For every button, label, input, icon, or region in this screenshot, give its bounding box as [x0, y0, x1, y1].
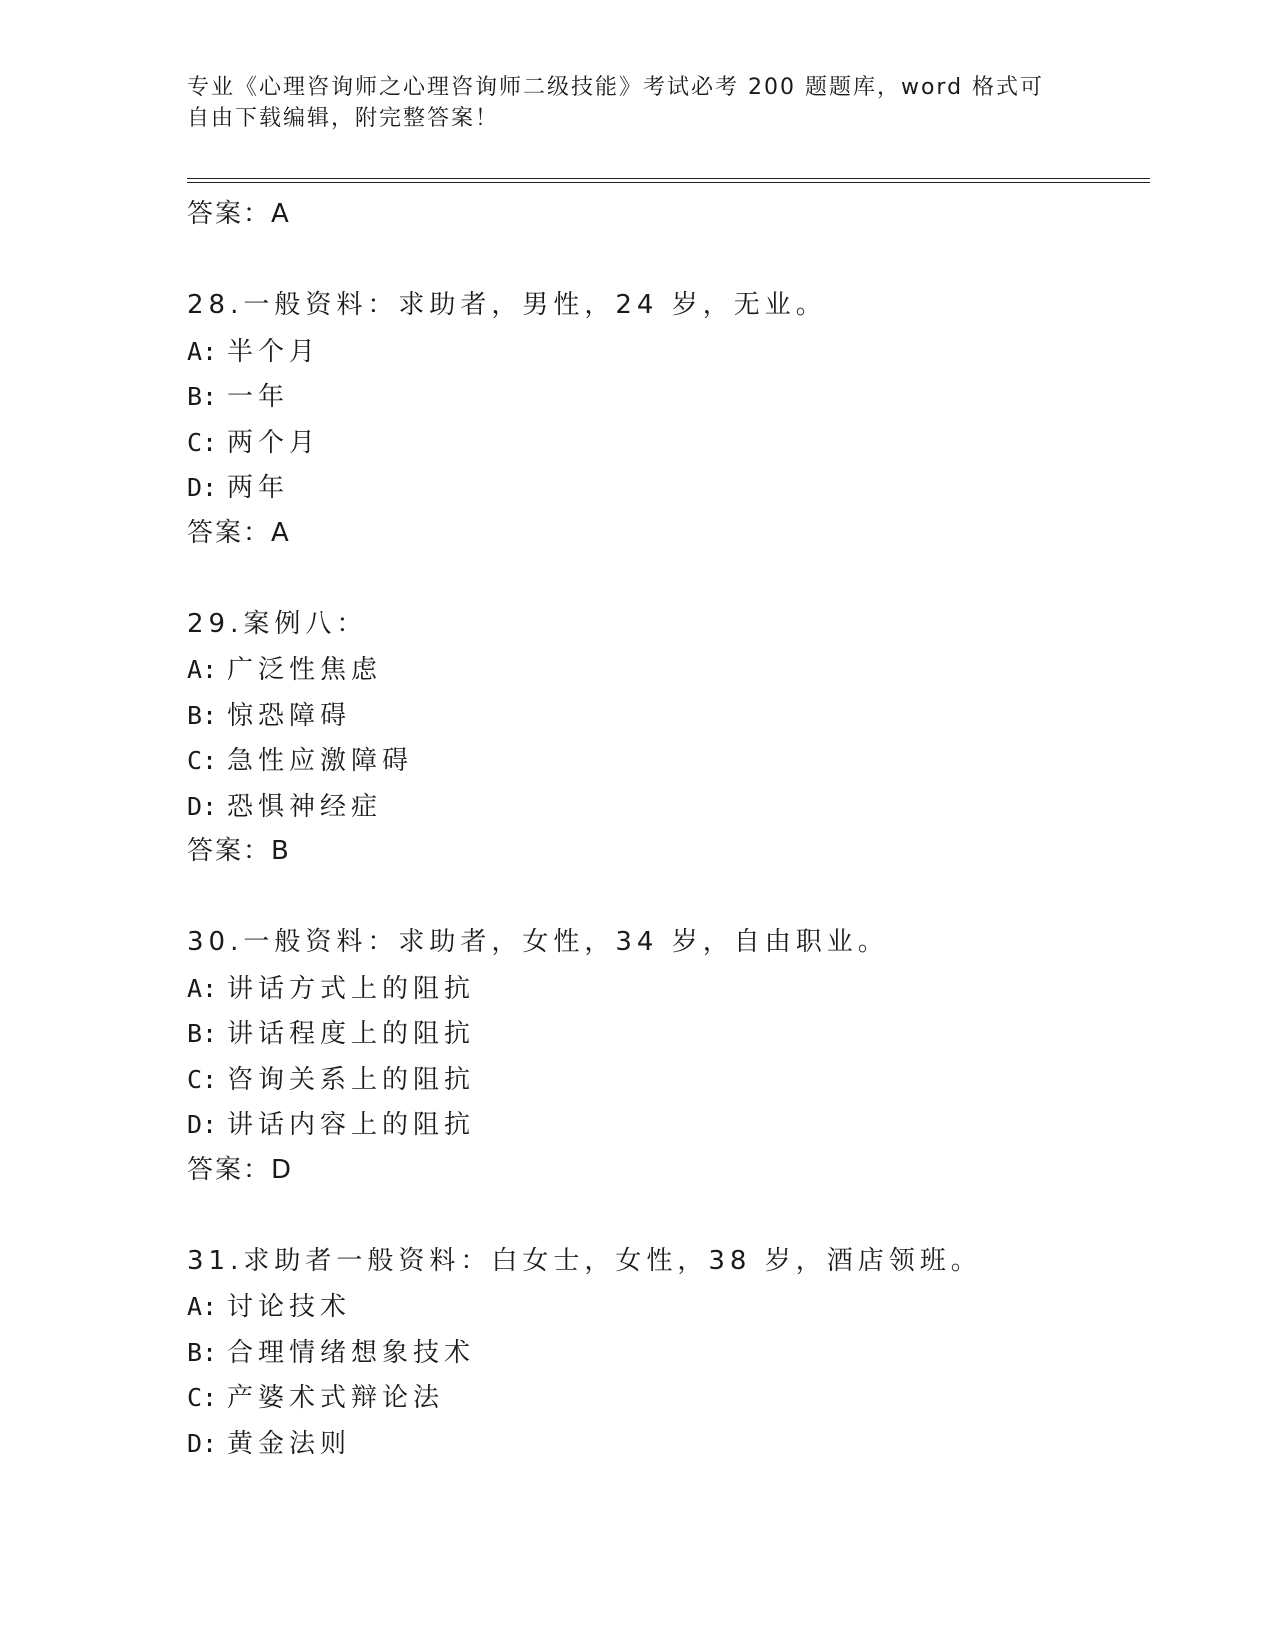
option-c — [187, 1375, 1147, 1421]
option-a — [187, 647, 1147, 693]
option-letter: B: — [187, 1019, 218, 1048]
option-text: 一年 — [227, 382, 290, 412]
option-letter: B: — [187, 700, 218, 730]
option-b — [187, 374, 1147, 420]
question-stem: 31.求助者一般资料：白女士，女性，38 岁，酒店领班。 — [187, 1245, 982, 1276]
option-letter: C: — [187, 1383, 218, 1412]
option-letter: A: — [187, 1292, 218, 1321]
option-a — [187, 966, 1147, 1012]
question-list — [187, 192, 1147, 1466]
option-text: 讲话方式上的阻抗 — [227, 973, 476, 1004]
option-a — [187, 1284, 1147, 1330]
option-letter: D: — [187, 791, 218, 821]
option-letter: A: — [187, 655, 218, 684]
option-text: 黄金法则 — [227, 1428, 352, 1459]
question-block — [187, 283, 1147, 556]
answer-line: 答案：B — [187, 836, 291, 866]
option-letter: D: — [187, 1428, 218, 1458]
option-c — [187, 738, 1147, 784]
option-text: 讲话程度上的阻抗 — [227, 1019, 476, 1049]
option-text: 半个月 — [227, 336, 321, 367]
option-text: 合理情绪想象技术 — [227, 1337, 476, 1368]
question-block — [187, 920, 1147, 1193]
document-header: 专业《心理咨询师之心理咨询师二级技能》考试必考 200 题题库，word 格式可自由下载编辑，附完整答案！ — [187, 75, 1045, 131]
option-letter: C: — [187, 427, 218, 457]
option-d — [187, 784, 1147, 830]
option-text: 讲话内容上的阻抗 — [227, 1110, 476, 1140]
question-block — [187, 602, 1147, 875]
header-divider-top — [187, 178, 1150, 179]
option-text: 产婆术式辩论法 — [227, 1383, 445, 1413]
option-letter: A: — [187, 973, 218, 1003]
question-stem: 29.案例八： — [187, 608, 368, 639]
option-letter: B: — [187, 382, 218, 411]
option-letter: D: — [187, 473, 218, 502]
option-text: 广泛性焦虑 — [227, 655, 383, 685]
option-c — [187, 420, 1147, 466]
option-text: 两个月 — [227, 427, 321, 458]
option-letter: C: — [187, 746, 218, 775]
option-text: 两年 — [227, 473, 290, 503]
option-b — [187, 693, 1147, 739]
option-letter: B: — [187, 1337, 218, 1367]
option-letter: C: — [187, 1064, 218, 1094]
option-text: 惊恐障碍 — [227, 700, 352, 731]
option-c — [187, 1057, 1147, 1103]
option-d — [187, 1102, 1147, 1148]
option-letter: D: — [187, 1110, 218, 1139]
option-d — [187, 465, 1147, 511]
option-b — [187, 1330, 1147, 1376]
question-stem: 30.一般资料：求助者，女性，34 岁，自由职业。 — [187, 927, 889, 957]
option-text: 急性应激障碍 — [227, 746, 414, 776]
option-d — [187, 1421, 1147, 1467]
question-stem: 28.一般资料：求助者，男性，24 岁，无业。 — [187, 290, 827, 320]
question-block — [187, 1239, 1147, 1467]
answer-line: 答案：A — [187, 199, 291, 229]
option-a — [187, 329, 1147, 375]
answer-line: 答案：D — [187, 1154, 294, 1185]
option-text: 恐惧神经症 — [227, 791, 383, 822]
header-divider-bottom — [187, 182, 1150, 183]
option-text: 讨论技术 — [227, 1292, 352, 1322]
answer-line: 答案：A — [187, 517, 291, 548]
option-text: 咨询关系上的阻抗 — [227, 1064, 476, 1095]
option-b — [187, 1011, 1147, 1057]
option-letter: A: — [187, 336, 218, 366]
